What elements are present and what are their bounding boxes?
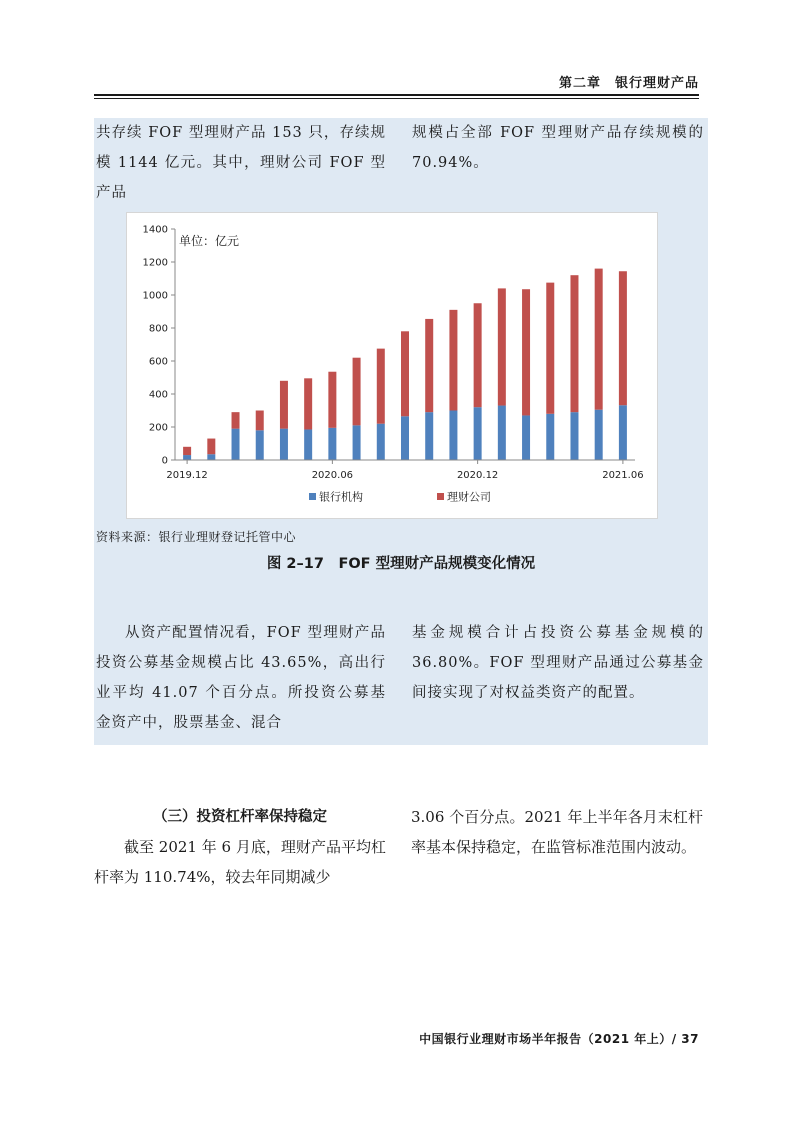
bar-wealth-company-2020.02 <box>232 412 240 429</box>
chart-unit-label: 单位：亿元 <box>179 234 240 248</box>
bar-wealth-company-2021.02 <box>522 289 530 415</box>
bar-wealth-company-2021.01 <box>498 288 506 405</box>
y-tick-label: 1200 <box>142 257 168 269</box>
header-rule <box>94 94 699 96</box>
bar-wealth-company-2019.12 <box>183 447 191 455</box>
legend-label: 理财公司 <box>447 490 491 504</box>
bar-wealth-company-2021.03 <box>546 283 554 414</box>
box-paragraph-right-bottom: 基金规模合计占投资公募基金规模的 36.80%。FOF 型理财产品通过公募基金间接实现了对权益类资产的配置。 <box>412 625 704 701</box>
bar-bank-2020.03 <box>256 430 264 460</box>
box-paragraph-right-top: 规模占全部 FOF 型理财产品存续规模的 70.94%。 <box>412 125 704 171</box>
bar-wealth-company-2020.11 <box>449 310 457 411</box>
bar-bank-2020.02 <box>232 429 240 460</box>
chapter-header: 第二章 银行理财产品 <box>558 76 699 91</box>
bar-wealth-company-2021.04 <box>570 275 578 412</box>
bar-bank-2020.05 <box>304 429 312 460</box>
bar-bank-2020.01 <box>207 454 215 460</box>
bar-wealth-company-2021.05 <box>595 269 603 410</box>
bar-wealth-company-2020.04 <box>280 381 288 429</box>
bar-wealth-company-2021.06 <box>619 271 627 405</box>
header-rule-thin <box>94 98 699 99</box>
bar-wealth-company-2020.01 <box>207 439 215 455</box>
data-source: 资料来源：银行业理财登记托管中心 <box>96 530 297 544</box>
bar-bank-2020.12 <box>474 407 482 460</box>
x-tick-label: 2019.12 <box>166 470 208 481</box>
bar-wealth-company-2020.06 <box>328 372 336 428</box>
highlight-box <box>94 118 708 745</box>
bar-bank-2021.03 <box>546 414 554 460</box>
bar-bank-2021.05 <box>595 410 603 460</box>
legend-swatch <box>309 493 316 500</box>
y-tick-label: 800 <box>148 323 168 335</box>
bar-bank-2020.10 <box>425 412 433 460</box>
x-tick-label: 2020.12 <box>456 470 499 481</box>
bar-wealth-company-2020.10 <box>425 319 433 412</box>
bar-bank-2020.11 <box>449 411 457 461</box>
x-tick-label: 2021.06 <box>602 470 644 481</box>
bar-wealth-company-2020.03 <box>256 411 264 431</box>
bar-bank-2020.08 <box>377 424 385 460</box>
figure-caption: 图 2–17 FOF 型理财产品规模变化情况 <box>266 556 536 572</box>
bar-wealth-company-2020.08 <box>377 349 385 424</box>
bar-bank-2021.06 <box>619 405 627 460</box>
bar-bank-2021.02 <box>522 415 530 460</box>
bar-bank-2021.01 <box>498 406 506 460</box>
y-tick-label: 200 <box>148 422 168 434</box>
legend-swatch <box>437 493 444 500</box>
y-tick-label: 1000 <box>142 290 168 302</box>
y-tick-label: 0 <box>161 455 168 467</box>
chart-canvas <box>127 213 657 518</box>
page-footer: 中国银行业理财市场半年报告（2021 年上）/ 37 <box>419 1032 699 1046</box>
fof-chart <box>126 212 658 519</box>
bar-bank-2020.04 <box>280 429 288 460</box>
y-tick-label: 600 <box>148 356 168 368</box>
box-paragraph-left-bottom: 从资产配置情况看，FOF 型理财产品投资公募基金规模占比 43.65%，高出行业平均 41.07 个百分点。所投资公募基金资产中，股票基金、混合 <box>96 625 386 731</box>
x-tick-label: 2020.06 <box>311 470 354 481</box>
section-paragraph-right: 3.06 个百分点。2021 年上半年各月末杠杆率基本保持稳定，在监管标准范围内波动。 <box>411 808 703 856</box>
legend-label: 银行机构 <box>319 490 363 504</box>
box-paragraph-left-top: 共存续 FOF 型理财产品 153 只，存续规模 1144 亿元。其中，理财公司 FOF 型产品 <box>96 125 386 201</box>
y-tick-label: 1400 <box>142 224 168 236</box>
section-heading: （三）投资杠杆率保持稳定 <box>153 809 327 825</box>
section-paragraph-left: 截至 2021 年 6 月底，理财产品平均杠杆率为 110.74%，较去年同期减少 <box>94 838 386 886</box>
bar-bank-2020.07 <box>353 425 361 460</box>
bar-wealth-company-2020.05 <box>304 378 312 429</box>
y-tick-label: 400 <box>148 389 168 401</box>
bar-bank-2020.09 <box>401 416 409 460</box>
bar-wealth-company-2020.07 <box>353 358 361 426</box>
bar-wealth-company-2020.09 <box>401 331 409 416</box>
bar-bank-2021.04 <box>570 412 578 460</box>
bar-bank-2020.06 <box>328 428 336 460</box>
bar-wealth-company-2020.12 <box>474 303 482 407</box>
bar-bank-2019.12 <box>183 455 191 460</box>
